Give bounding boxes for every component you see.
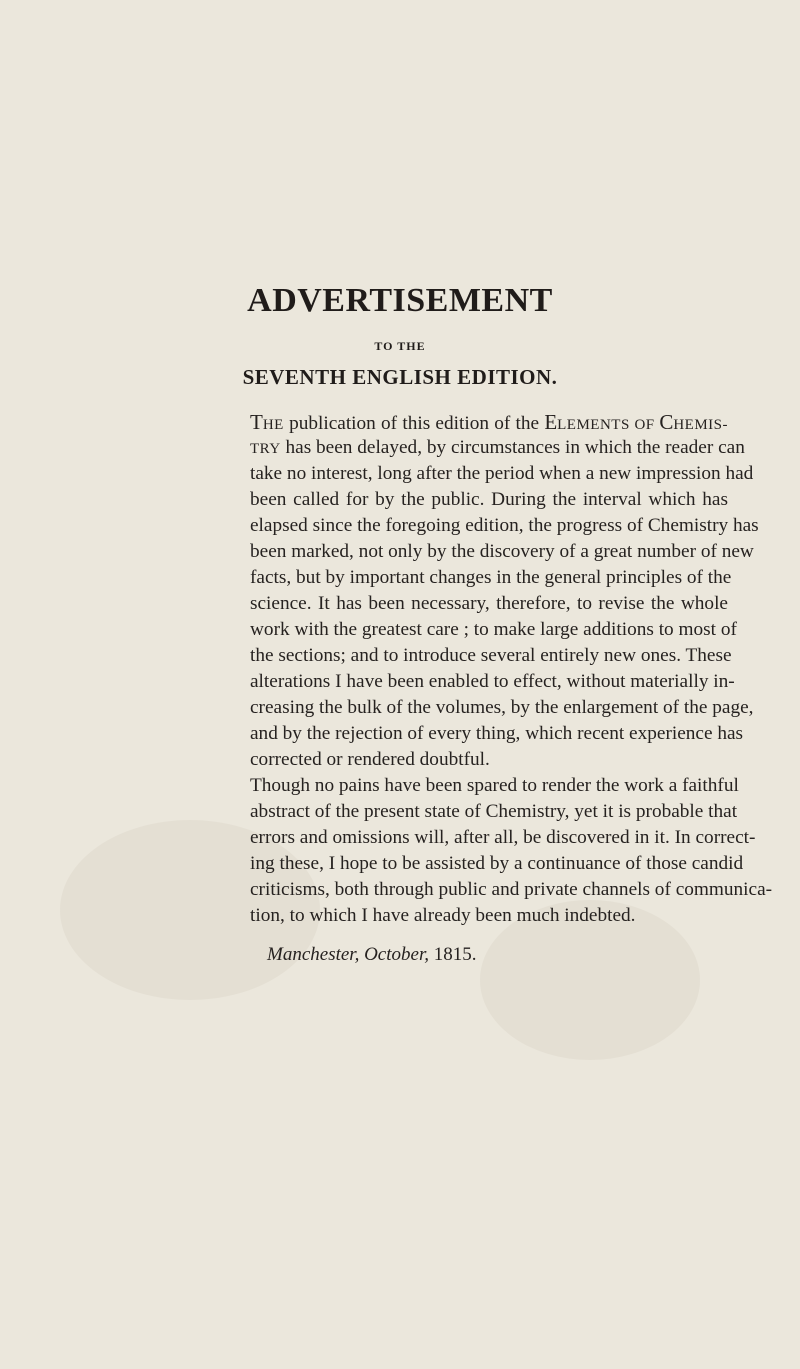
paragraph-line: facts, but by important changes in the general principles of the <box>250 567 732 588</box>
paragraph-line: corrected or rendered doubtful. <box>250 749 490 770</box>
signature-dateline <box>267 944 477 966</box>
paragraph-line: science. It has been necessary, therefore, to revise the whole <box>250 593 728 614</box>
paragraph-line: take no interest, long after the period when a new impression had <box>250 463 754 484</box>
paragraph-line: been called for by the public. During the interval which has <box>250 489 728 510</box>
paragraph-line: abstract of the present state of Chemistry, yet it is probable that <box>250 801 738 822</box>
year: 1815. <box>433 944 477 965</box>
paragraph-line: work with the greatest care ; to make large additions to most of <box>250 619 737 640</box>
paragraph-line: alterations I have been enabled to effect, without materially in- <box>250 671 735 692</box>
paragraph-line: been marked, not only by the discovery of a great number of new <box>250 541 754 562</box>
paragraph-line: criticisms, both through public and private channels of communica- <box>250 879 773 900</box>
paragraph-line: the sections; and to introduce several entirely new ones. These <box>250 645 732 666</box>
place-date: Manchester, October, <box>267 944 429 965</box>
edition-heading: SEVENTH ENGLISH EDITION. <box>242 365 558 389</box>
paragraph-line: errors and omissions will, after all, be discovered in it. In correct- <box>250 827 756 848</box>
advertisement-title: ADVERTISEMENT <box>247 282 553 319</box>
paragraph-line: Though no pains have been spared to render the work a faithful <box>250 775 739 796</box>
paragraph-line: ing these, I hope to be assisted by a continuance of those candid <box>250 853 744 874</box>
paragraph-line: THE publication of this edition of the ELEMENTS OF CHEMIS- <box>250 410 728 434</box>
paragraph-line: TRY has been delayed, by circumstances in which the reader can <box>250 437 745 458</box>
paragraph-line: elapsed since the foregoing edition, the progress of Chemistry has <box>250 515 759 536</box>
paragraph-line: and by the rejection of every thing, which recent experience has <box>250 723 744 744</box>
paragraph-line: tion, to which I have already been much indebted. <box>250 905 636 926</box>
paragraph-line: creasing the bulk of the volumes, by the enlargement of the page, <box>250 697 754 718</box>
to-the-subtitle: TO THE <box>374 339 426 353</box>
